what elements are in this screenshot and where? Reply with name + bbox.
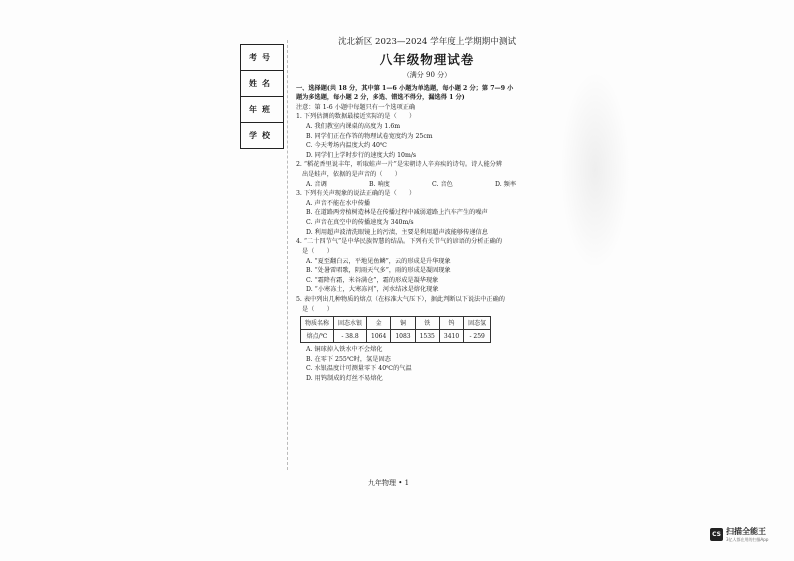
binding-line <box>287 40 288 470</box>
table-cell: 熔点/℃ <box>301 330 334 343</box>
table-cell: - 38.8 <box>334 330 367 343</box>
q5-option-c: C. 水银温度计可测量零下 40℃的气温 <box>306 365 412 373</box>
q3-stem: 3. 下列有关声现象的说法正确的是（ ） <box>296 190 416 198</box>
q5-option-a: A. 铜球掉入铁水中不会熔化 <box>306 346 383 354</box>
info-field-class: 年班 <box>241 97 283 123</box>
table-cell: 3410 <box>439 330 463 343</box>
table-cell: 固态氢 <box>464 317 491 330</box>
q5-option-b: B. 在零下 255℃时，氢是固态 <box>306 355 391 363</box>
info-field-exam-number: 考号 <box>241 45 283 71</box>
q2-stem-1: 2. “稻花香里说丰年，听取蛙声一片”是宋朝诗人辛弃疾的诗句。诗人能分辨 <box>296 161 503 169</box>
table-cell: 铁 <box>415 317 439 330</box>
q4-option-c: C. “霜降有霜，米谷满仓”，霜的形成是凝华现象 <box>306 276 439 284</box>
q2-option-d: D. 频率 <box>495 180 517 188</box>
scan-smudge <box>560 70 630 270</box>
q3-option-a: A. 声音不能在水中传播 <box>306 199 371 207</box>
q2-option-b: B. 响度 <box>369 180 390 188</box>
q5-option-d: D. 用钨制成的灯丝不易熔化 <box>306 374 383 382</box>
exam-title-line1: 沈北新区 2023—2024 学年度上学期期中测试 <box>337 37 517 47</box>
section-heading: 一、选择题(共 18 分，其中第 1—6 小题为单选题，每小题 2 分；第 7—9 小 <box>296 84 514 92</box>
q3-option-b: B. 在道路两旁植树造林是在传播过程中减弱道路上汽车产生的噪声 <box>306 209 488 217</box>
table-cell: 固态水银 <box>334 317 367 330</box>
q3-option-d: D. 利用超声波清洗眼镜上的污渍，主要是利用超声波能够传递信息 <box>306 228 488 236</box>
table-cell: 钨 <box>439 317 463 330</box>
watermark-text <box>726 526 768 543</box>
table-cell: 金 <box>367 317 391 330</box>
table-row <box>301 317 491 330</box>
camscanner-logo-icon: CS <box>710 528 723 541</box>
q4-option-d: D. “小寒冻土，大寒冻河”，河水结冰是熔化现象 <box>306 286 439 294</box>
q3-option-c: C. 声音在真空中的传播速度为 340m/s <box>306 219 414 227</box>
exam-title: 八年级物理试卷 <box>379 52 475 68</box>
q2-stem-2: 出是蛙声，依据的是声音的（ ） <box>302 171 401 179</box>
table-row <box>301 330 491 343</box>
section-heading-cont: 题为多选题，每小题 2 分，多选、错选不得分，漏选得 1 分) <box>296 94 465 102</box>
q4-option-b: B. “处暑雷唱歌，阴雨天气多”，雨的形成是凝固现象 <box>306 267 451 275</box>
q1-option-c: C. 今天考场内温度大约 40℃ <box>306 142 387 150</box>
q4-stem-1: 4. “二十四节气”是中华民族智慧的结晶。下列有关节气的谚语的分析正确的 <box>296 238 503 246</box>
info-field-name: 姓名 <box>241 71 283 97</box>
q4-stem-2: 是（ ） <box>302 247 333 255</box>
camscanner-watermark <box>710 526 768 543</box>
q1-option-b: B. 同学们正在作答的物理试卷宽度约为 25cm <box>306 132 433 140</box>
info-field-school: 学校 <box>249 130 275 140</box>
table-cell: 1083 <box>391 330 415 343</box>
table-cell: 物质名称 <box>301 317 334 330</box>
table-cell: - 259 <box>464 330 491 343</box>
watermark-sub: 3亿人都在用的扫描App <box>726 537 769 542</box>
q5-stem-1: 5. 表中列出几种物质的熔点（在标准大气压下），据此判断以下说法中正确的 <box>296 295 505 303</box>
table-cell: 1535 <box>415 330 439 343</box>
page-footer: 九年物理 • 1 <box>368 479 410 487</box>
student-info-box <box>240 44 284 149</box>
exam-content <box>296 34 558 384</box>
q5-stem-2: 是（ ） <box>302 305 333 313</box>
q2-option-c: C. 音色 <box>432 180 453 188</box>
watermark-name: 扫描全能王 <box>726 527 766 536</box>
q1-option-d: D. 同学们上学时步行的速度大约 10m/s <box>306 151 417 159</box>
q4-option-a: A. “夏至翻白云，平地见鱼鳞”，云的形成是升华现象 <box>306 257 451 265</box>
table-cell: 1064 <box>367 330 391 343</box>
q2-options <box>296 180 558 190</box>
q1-stem: 1. 下列估测的数据最接近实际的是（ ） <box>296 113 416 121</box>
q1-option-a: A. 我们教室内课桌的高度为 1.6m <box>306 122 401 130</box>
q2-option-a: A. 音调 <box>306 180 327 188</box>
section-note: 注意：第 1-6 小题中每题只有一个选项正确 <box>296 103 416 111</box>
table-cell: 铜 <box>391 317 415 330</box>
score-note: （满分 90 分） <box>402 70 452 79</box>
melting-point-table <box>300 316 491 343</box>
